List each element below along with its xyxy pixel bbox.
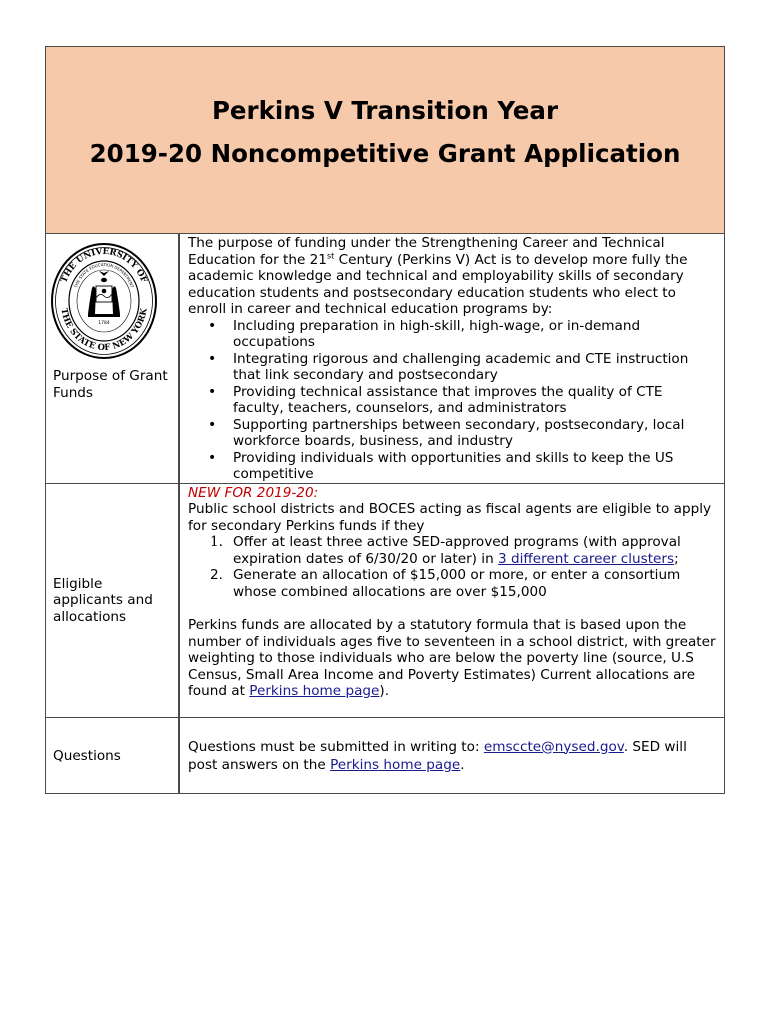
- questions-body-cell: [179, 717, 725, 793]
- purpose-intro-a: The purpose of funding under the Strengthening Career and Technical Education for the 21: [188, 235, 665, 268]
- questions-text-b: . SED will post answers on the: [188, 738, 687, 773]
- criterion-number: 2.: [210, 567, 223, 583]
- purpose-row: [46, 234, 725, 484]
- eligible-criterion-2: [210, 567, 716, 600]
- email-link[interactable]: emsccte@nysed.gov: [483, 738, 624, 755]
- questions-text-c: .: [460, 757, 465, 773]
- eligible-label-cell: [46, 483, 180, 717]
- seal-year: 1784: [98, 321, 110, 326]
- allocation-text: Perkins funds are allocated by a statutory formula that is based upon the number of individuals ages five to seventeen in a school district, with greater weighting to those individuals who are below the poverty line (source, U.S Census, Small Area Income and Poverty Estimates) Current allocations are found at: [188, 617, 716, 699]
- purpose-body-cell: [179, 234, 725, 484]
- title-line-1: Perkins V Transition Year: [211, 96, 559, 125]
- allocation-end: ).: [379, 683, 390, 699]
- purpose-intro: [188, 234, 716, 318]
- questions-text: [188, 718, 716, 775]
- questions-label: Questions: [53, 747, 121, 764]
- title-banner: [45, 46, 725, 234]
- purpose-bullet-list: [188, 318, 716, 483]
- criterion-text: Offer at least three active SED-approved programs (with approval expiration dates of 6/30/20 or later) in: [233, 534, 681, 567]
- perkins-home-link[interactable]: Perkins home page: [330, 757, 461, 773]
- purpose-bullet: • Providing individuals with opportunities and skills to keep the US competitive: [233, 450, 716, 483]
- criterion-text: Generate an allocation of $15,000 or more, or enter a consortium whose combined allocations are over $15,000: [233, 567, 681, 600]
- new-for-flag: NEW FOR 2019-20:: [188, 484, 319, 501]
- seal-bottom-text: THE STATE OF NEW YORK: [58, 307, 150, 354]
- title-line-2: 2019-20 Noncompetitive Grant Application: [89, 139, 681, 168]
- info-table: [45, 233, 725, 794]
- questions-label-cell: [46, 717, 180, 793]
- eligible-lead: Public school districts and BOCES acting as fiscal agents are eligible to apply for secondary Perkins funds if they: [188, 501, 712, 534]
- criterion-end: ;: [674, 550, 679, 567]
- purpose-intro-b: Century (Perkins V) Act is to develop more fully the academic knowledge and technical and employability skills of secondary education students and postsecondary education students who elect to enroll in career and technical education programs by:: [188, 251, 688, 317]
- nys-seal-icon: [49, 240, 159, 360]
- purpose-bullet: • Integrating rigorous and challenging academic and CTE instruction that link secondary and postsecondary: [233, 351, 716, 384]
- seal-inner-text: THE STATE EDUCATION DEPARTMENT: [73, 261, 135, 289]
- purpose-bullet: • Including preparation in high-skill, high-wage, or in-demand occupations: [233, 318, 716, 351]
- eligible-criterion-1: [210, 534, 716, 567]
- eligible-label: Eligible applicants and allocations: [53, 575, 153, 625]
- criterion-number: 1.: [210, 534, 223, 550]
- seal-top-text: THE UNIVERSITY OF: [59, 246, 149, 285]
- questions-text-a: Questions must be submitted in writing to:: [188, 738, 484, 755]
- purpose-label-cell: [46, 234, 180, 484]
- purpose-label: Purpose of Grant Funds: [53, 368, 168, 401]
- career-clusters-link[interactable]: 3 different career clusters: [498, 550, 675, 567]
- perkins-home-link[interactable]: Perkins home page: [249, 683, 380, 699]
- purpose-bullet: • Supporting partnerships between secondary, postsecondary, local workforce boards, business, and industry: [233, 417, 716, 450]
- eligible-row: [46, 483, 725, 717]
- allocation-paragraph: [188, 617, 716, 700]
- eligible-body-cell: [179, 483, 725, 717]
- eligible-criteria-list: [188, 534, 716, 600]
- questions-row: [46, 717, 725, 793]
- purpose-bullet: • Providing technical assistance that improves the quality of CTE faculty, teachers, counselors, and administrators: [233, 384, 716, 417]
- purpose-intro-sup: st: [326, 250, 335, 260]
